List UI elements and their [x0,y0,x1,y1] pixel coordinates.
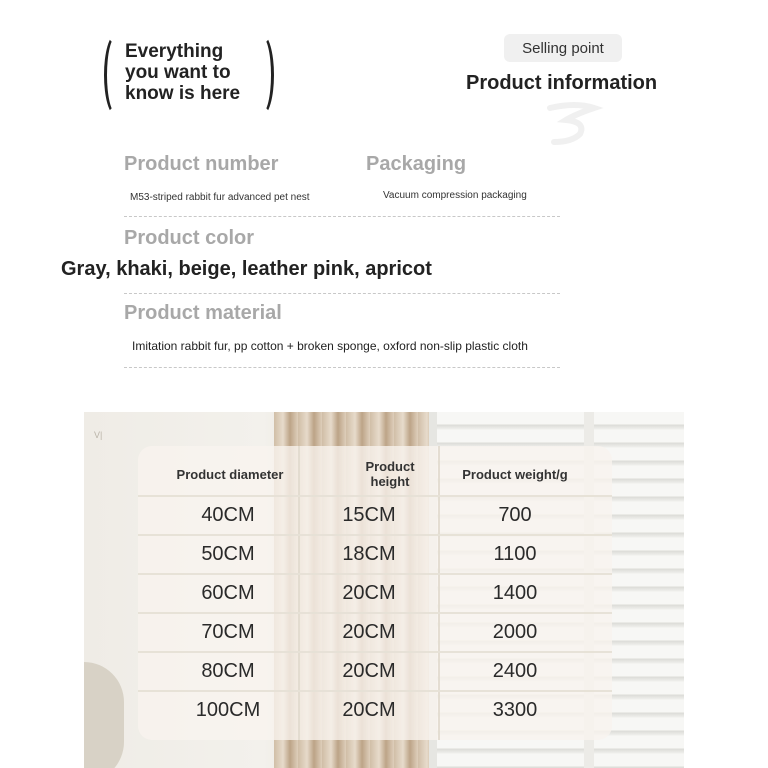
cell-height: 20CM [342,699,396,721]
cell-weight: 2400 [492,660,538,682]
header-height-line: height [370,474,410,489]
intro-line: know is here [125,83,241,104]
cell-diameter: 80CM [201,660,255,682]
divider [124,367,560,368]
header-diameter: Product diameter [176,467,284,482]
product-number-label: Product number [124,153,279,175]
product-color-value: Gray, khaki, beige, leather pink, apricot [61,258,432,280]
header-height-line: Product [365,459,415,474]
intro-line: Everything [125,41,224,62]
table-row-divider [138,651,612,653]
pet-nest-opening [84,662,124,768]
cell-weight: 700 [498,504,532,526]
cell-height: 18CM [342,543,396,565]
cell-height: 20CM [342,621,396,643]
table-row-divider [138,690,612,692]
cell-weight: 1100 [493,543,537,565]
wall-mark: V| [94,430,103,440]
table-row-divider [138,495,612,497]
cell-diameter: 40CM [201,504,255,526]
header-weight: Product weight/g [462,467,568,482]
selling-point-badge: Selling point [504,34,622,62]
divider [124,293,560,294]
cell-height: 15CM [342,504,396,526]
decorative-swash-icon [546,98,606,146]
cell-weight: 1400 [492,582,538,604]
cell-weight: 2000 [492,621,538,643]
product-number-value: M53-striped rabbit fur advanced pet nest [130,192,310,203]
product-color-label: Product color [124,227,255,249]
packaging-value: Vacuum compression packaging [383,190,527,201]
table-row-divider [138,573,612,575]
cell-weight: 3300 [492,699,538,721]
intro-text [125,41,265,104]
cell-height: 20CM [342,660,396,682]
header-height [340,459,440,489]
cell-height: 20CM [342,582,396,604]
page-title: Product information [466,72,658,94]
packaging-label: Packaging [366,153,467,175]
intro-line: you want to [125,62,231,83]
cell-diameter: 100CM [195,699,261,721]
table-row-divider [138,612,612,614]
product-material-value: Imitation rabbit fur, pp cotton + broken sponge, oxford non-slip plastic cloth [132,339,528,353]
divider [124,216,560,217]
cell-diameter: 50CM [201,543,255,565]
table-row-divider [138,534,612,536]
cell-diameter: 60CM [201,582,255,604]
product-material-label: Product material [124,302,282,324]
cell-diameter: 70CM [201,621,255,643]
